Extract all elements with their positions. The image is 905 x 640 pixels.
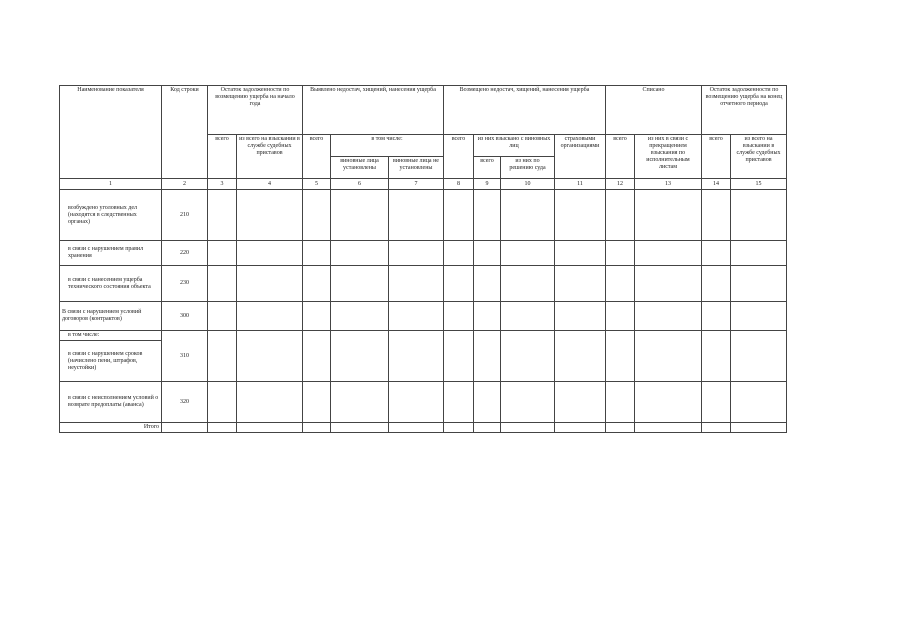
- data-cell[interactable]: [501, 241, 555, 266]
- data-cell[interactable]: [474, 331, 501, 382]
- data-cell[interactable]: [474, 266, 501, 302]
- data-cell[interactable]: [208, 423, 237, 433]
- data-cell[interactable]: [331, 382, 389, 423]
- column-number: 15: [731, 179, 787, 190]
- table-row: [60, 190, 787, 241]
- header-bailiffs-end: из всего на взыскании в службе судебных приставов: [731, 135, 787, 179]
- data-cell[interactable]: [702, 241, 731, 266]
- data-cell[interactable]: [555, 382, 606, 423]
- column-number: 14: [702, 179, 731, 190]
- data-cell[interactable]: [208, 266, 237, 302]
- data-cell[interactable]: [474, 423, 501, 433]
- data-cell[interactable]: [501, 190, 555, 241]
- header-col-name: Наименование показателя: [60, 86, 162, 179]
- row-label: в связи с неисполнением условий о возврате предоплаты (аванса): [60, 382, 162, 423]
- data-cell[interactable]: [208, 382, 237, 423]
- row-code: 220: [162, 241, 208, 266]
- data-cell[interactable]: [444, 241, 474, 266]
- header-total-written-off: всего: [606, 135, 635, 179]
- data-cell[interactable]: [237, 190, 303, 241]
- data-cell[interactable]: [555, 302, 606, 331]
- row-code: 310: [162, 331, 208, 382]
- table-row: [60, 382, 787, 423]
- header-total-collected: всего: [474, 157, 501, 179]
- row-code: 300: [162, 302, 208, 331]
- data-cell[interactable]: [389, 331, 444, 382]
- table-row: [60, 331, 787, 341]
- data-cell[interactable]: [474, 241, 501, 266]
- data-cell[interactable]: [555, 241, 606, 266]
- data-cell[interactable]: [555, 331, 606, 382]
- row-label: в связи с нарушением сроков (начислено пени, штрафов, неустойки): [60, 341, 162, 382]
- data-cell[interactable]: [331, 302, 389, 331]
- data-cell[interactable]: [606, 331, 635, 382]
- header-revealed: Выявлено недостач, хищений, нанесения ущерба: [303, 86, 444, 135]
- table-row: [60, 266, 787, 302]
- header-bailiffs-start: из всего на взыскании в службе судебных приставов: [237, 135, 303, 179]
- data-cell[interactable]: [331, 266, 389, 302]
- header-compensated: Возмещено недостач, хищений, нанесения ущерба: [444, 86, 606, 135]
- data-cell[interactable]: [237, 382, 303, 423]
- data-cell[interactable]: [501, 302, 555, 331]
- data-cell[interactable]: [501, 423, 555, 433]
- data-cell[interactable]: [501, 382, 555, 423]
- data-cell[interactable]: [702, 190, 731, 241]
- data-cell[interactable]: [555, 190, 606, 241]
- column-number: 1: [60, 179, 162, 190]
- data-cell[interactable]: [731, 423, 787, 433]
- data-cell[interactable]: [731, 382, 787, 423]
- data-cell[interactable]: [208, 241, 237, 266]
- header-total-revealed: всего: [303, 135, 331, 179]
- column-number: 4: [237, 179, 303, 190]
- data-cell[interactable]: [444, 190, 474, 241]
- header-total-end: всего: [702, 135, 731, 179]
- data-cell[interactable]: [303, 302, 331, 331]
- data-cell[interactable]: [389, 382, 444, 423]
- data-cell[interactable]: [555, 423, 606, 433]
- column-number: 12: [606, 179, 635, 190]
- data-cell[interactable]: [303, 241, 331, 266]
- data-cell[interactable]: [635, 331, 702, 382]
- data-cell[interactable]: [731, 302, 787, 331]
- data-cell[interactable]: [208, 331, 237, 382]
- data-cell[interactable]: [208, 190, 237, 241]
- data-cell[interactable]: [237, 423, 303, 433]
- header-including: в том числе:: [331, 135, 444, 157]
- data-cell[interactable]: [208, 302, 237, 331]
- data-cell[interactable]: [331, 331, 389, 382]
- row-label: В связи с нарушением условий договоров (контрактов): [60, 302, 162, 331]
- data-cell[interactable]: [501, 331, 555, 382]
- data-cell[interactable]: [331, 190, 389, 241]
- data-cell[interactable]: [331, 241, 389, 266]
- column-number: 7: [389, 179, 444, 190]
- data-cell[interactable]: [635, 423, 702, 433]
- header-total-start: всего: [208, 135, 237, 179]
- data-cell[interactable]: [444, 382, 474, 423]
- data-cell[interactable]: [444, 266, 474, 302]
- data-cell[interactable]: [606, 302, 635, 331]
- data-cell[interactable]: [444, 331, 474, 382]
- data-cell[interactable]: [702, 302, 731, 331]
- total-row: [60, 423, 787, 433]
- header-col-code: Код строки: [162, 86, 208, 179]
- data-cell[interactable]: [444, 302, 474, 331]
- data-cell[interactable]: [635, 241, 702, 266]
- row-code: 320: [162, 382, 208, 423]
- row-code: 230: [162, 266, 208, 302]
- row-label: возбуждено уголовных дел (находятся в следственных органах): [60, 190, 162, 241]
- data-cell[interactable]: [731, 331, 787, 382]
- data-cell[interactable]: [474, 190, 501, 241]
- data-cell[interactable]: [237, 266, 303, 302]
- data-cell[interactable]: [389, 241, 444, 266]
- data-cell[interactable]: [444, 423, 474, 433]
- header-culprits-found: виновные лица установлены: [331, 157, 389, 179]
- data-cell[interactable]: [389, 302, 444, 331]
- table-row: [60, 241, 787, 266]
- data-cell[interactable]: [702, 266, 731, 302]
- data-cell[interactable]: [389, 190, 444, 241]
- data-cell[interactable]: [606, 241, 635, 266]
- header-court-decision: из них по решению суда: [501, 157, 555, 179]
- data-cell[interactable]: [389, 266, 444, 302]
- data-cell[interactable]: [303, 331, 331, 382]
- table-row: [60, 302, 787, 331]
- header-total-compensated: всего: [444, 135, 474, 179]
- data-cell[interactable]: [237, 331, 303, 382]
- data-cell[interactable]: [731, 266, 787, 302]
- row-label: в связи с нарушением правил хранения: [60, 241, 162, 266]
- header-insurance: страховыми организациями: [555, 135, 606, 179]
- data-cell[interactable]: [635, 382, 702, 423]
- header-written-off: Списано: [606, 86, 702, 135]
- column-number: 9: [474, 179, 501, 190]
- data-cell[interactable]: [702, 382, 731, 423]
- data-cell[interactable]: [474, 302, 501, 331]
- total-label: Итого: [60, 423, 162, 433]
- data-cell[interactable]: [303, 423, 331, 433]
- column-number: 8: [444, 179, 474, 190]
- data-cell[interactable]: [162, 423, 208, 433]
- column-number: 3: [208, 179, 237, 190]
- column-number: 6: [331, 179, 389, 190]
- data-cell[interactable]: [702, 423, 731, 433]
- data-cell[interactable]: [635, 266, 702, 302]
- data-cell[interactable]: [702, 331, 731, 382]
- data-cell[interactable]: [237, 241, 303, 266]
- data-cell[interactable]: [606, 266, 635, 302]
- data-cell[interactable]: [606, 423, 635, 433]
- data-cell[interactable]: [635, 302, 702, 331]
- data-cell[interactable]: [731, 190, 787, 241]
- data-cell[interactable]: [606, 382, 635, 423]
- data-cell[interactable]: [237, 302, 303, 331]
- column-number: 11: [555, 179, 606, 190]
- column-number: 13: [635, 179, 702, 190]
- row-label: в связи с нанесением ущерба технического состояния объекта: [60, 266, 162, 302]
- column-number: 2: [162, 179, 208, 190]
- header-balance-start: Остаток задолженности по возмещению ущерба на начало года: [208, 86, 303, 135]
- data-cell[interactable]: [303, 190, 331, 241]
- data-cell[interactable]: [501, 266, 555, 302]
- data-cell[interactable]: [303, 382, 331, 423]
- data-cell[interactable]: [303, 266, 331, 302]
- data-cell[interactable]: [389, 423, 444, 433]
- report-table: [59, 85, 787, 433]
- header-written-off-reason: из них в связи с прекращением взыскания по исполнительным листам: [635, 135, 702, 179]
- header-balance-end: Остаток задолженности по возмещению ущерба на конец отчетного периода: [702, 86, 787, 135]
- header-culprits-not-found: виновные лица не установлены: [389, 157, 444, 179]
- data-cell[interactable]: [331, 423, 389, 433]
- data-cell[interactable]: [606, 190, 635, 241]
- header-collected-culprits: из них взыскано с виновных лиц: [474, 135, 555, 157]
- data-cell[interactable]: [635, 190, 702, 241]
- data-cell[interactable]: [731, 241, 787, 266]
- row-code: 210: [162, 190, 208, 241]
- row-label-including: в том числе:: [60, 331, 162, 341]
- data-cell[interactable]: [474, 382, 501, 423]
- column-number: 5: [303, 179, 331, 190]
- column-number: 10: [501, 179, 555, 190]
- data-cell[interactable]: [555, 266, 606, 302]
